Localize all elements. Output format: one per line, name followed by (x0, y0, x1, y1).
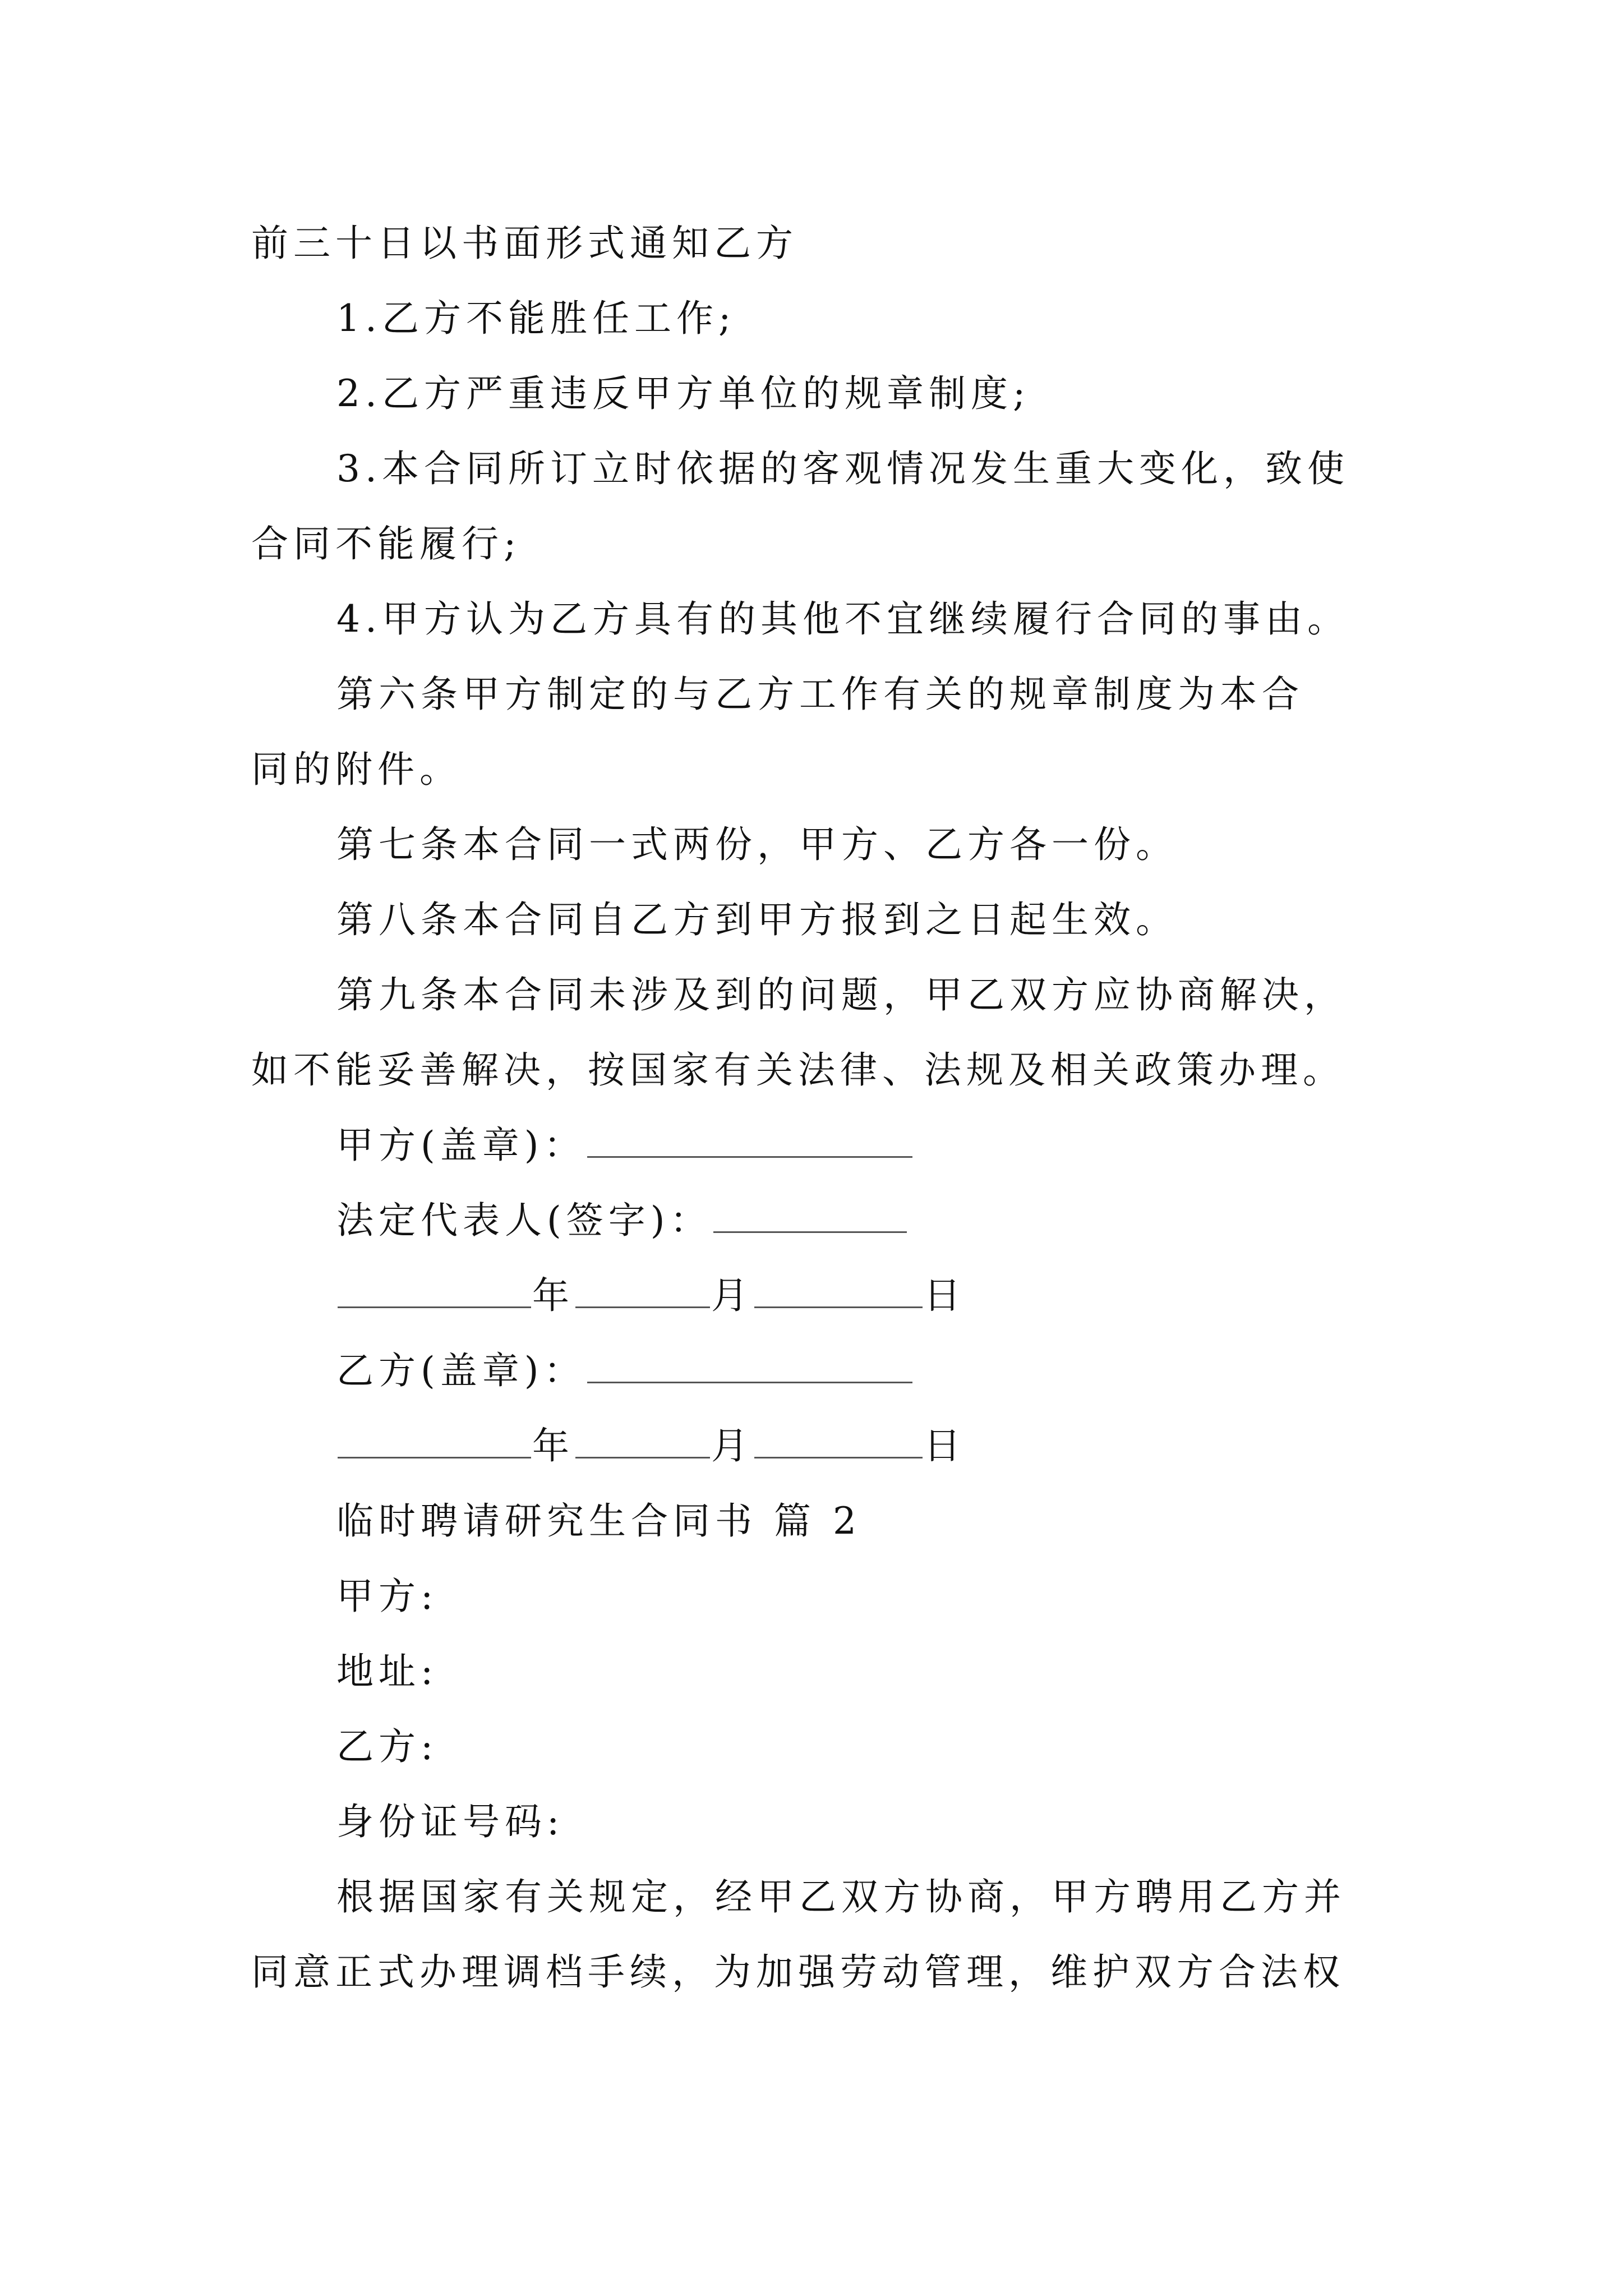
legal-rep-line (336, 1198, 908, 1243)
article-eight: 第八条本合同自乙方到甲方报到之日起生效。 (336, 898, 1178, 941)
party-a-seal-line (336, 1123, 914, 1168)
day-blank[interactable] (754, 1425, 923, 1458)
party-b-seal-label: 乙方(盖章)： (336, 1349, 586, 1392)
text-line: 前三十日以书面形式通知乙方 (251, 222, 798, 265)
legal-rep-label: 法定代表人(签字)： (336, 1199, 712, 1242)
month-label: 月 (711, 1424, 753, 1467)
text-line: 同意正式办理调档手续，为加强劳动管理，维护双方合法权 (251, 1950, 1345, 1994)
day-blank[interactable] (754, 1275, 923, 1308)
text-line: 同的附件。 (251, 748, 462, 791)
article-seven: 第七条本合同一式两份，甲方、乙方各一份。 (336, 823, 1178, 866)
day-label: 日 (924, 1274, 966, 1317)
party-a-seal-blank[interactable] (587, 1125, 912, 1158)
list-item: 3.本合同所订立时依据的客观情况发生重大变化，致使 (336, 447, 1349, 490)
party-a-seal-label: 甲方(盖章)： (336, 1124, 586, 1167)
month-blank[interactable] (575, 1425, 710, 1458)
year-blank[interactable] (338, 1425, 531, 1458)
section-title: 临时聘请研究生合同书 篇 2 (336, 1499, 861, 1543)
year-label: 年 (532, 1424, 574, 1467)
list-item: 2.乙方严重违反甲方单位的规章制度; (336, 372, 1031, 415)
month-blank[interactable] (575, 1275, 710, 1308)
text-line: 如不能妥善解决，按国家有关法律、法规及相关政策办理。 (251, 1048, 1345, 1092)
article-six: 第六条甲方制定的与乙方工作有关的规章制度为本合 (336, 673, 1304, 716)
address-field: 地址: (336, 1650, 439, 1693)
party-b-seal-line (336, 1349, 914, 1393)
legal-rep-blank[interactable] (713, 1200, 907, 1233)
party-b-seal-blank[interactable] (587, 1350, 912, 1383)
year-label: 年 (532, 1274, 574, 1317)
date-line-a (336, 1273, 966, 1318)
day-label: 日 (924, 1424, 966, 1467)
party-b-field: 乙方: (336, 1725, 439, 1768)
article-nine: 第九条本合同未涉及到的问题，甲乙双方应协商解决， (336, 973, 1346, 1016)
list-item: 4.甲方认为乙方具有的其他不宜继续履行合同的事由。 (336, 597, 1349, 641)
month-label: 月 (711, 1274, 753, 1317)
year-blank[interactable] (338, 1275, 531, 1308)
text-line: 根据国家有关规定，经甲乙双方协商，甲方聘用乙方并 (336, 1875, 1346, 1918)
text-line: 合同不能履行; (251, 522, 522, 565)
date-line-b (336, 1424, 966, 1469)
id-number-field: 身份证号码: (336, 1800, 565, 1843)
list-item: 1.乙方不能胜任工作; (336, 297, 736, 340)
party-a-field: 甲方: (336, 1575, 439, 1618)
